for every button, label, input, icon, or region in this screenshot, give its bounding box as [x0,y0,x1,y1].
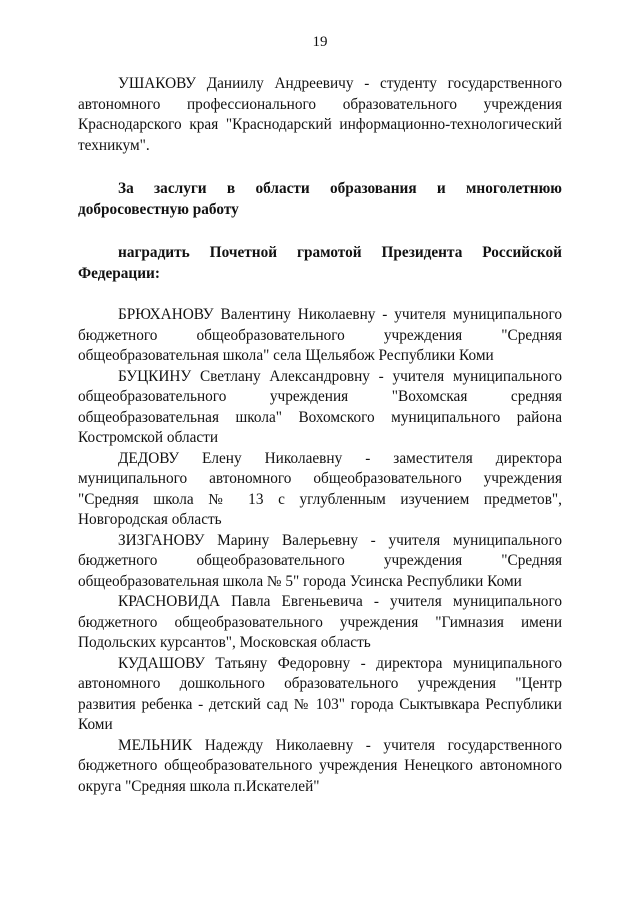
merit-heading: За заслуги в области образования и многолетнюю добросовестную работу [78,180,562,218]
paragraph-ushakov: УШАКОВУ Даниилу Андреевичу - студенту государственного автономного профессионального образовательного учреждения Краснодарского края "Краснодарский информационно-технологический техникум". [78,75,562,154]
page-number: 19 [312,34,328,50]
awardee-dedova: ДЕДОВУ Елену Николаевну - заместителя директора муниципального автономного общеобразовательного учреждения "Средняя школа № 13 с углубленным изучением предметов", Новгородская область [78,449,562,528]
document-body [78,74,562,797]
awardee-kudashova: КУДАШОВУ Татьяну Федоровну - директора муниципального автономного дошкольного образовательного учреждения "Центр развития ребенка - детский сад № 103" города Сыктывкара Республики Коми [78,654,562,733]
awardee-butskina: БУЦКИНУ Светлану Александровну - учителя муниципального общеобразовательного учреждения "Вохомская средняя общеобразовательная школа" Вохомского муниципального района Костромской области [78,367,562,446]
awardee-krasnovid: КРАСНОВИДА Павла Евгеньевича - учителя муниципального бюджетного общеобразовательного учреждения "Гимназия имени Подольских курсантов", Московская область [78,593,562,651]
award-heading: наградить Почетной грамотой Президента Российской Федерации: [78,244,562,282]
awardee-list [78,305,562,797]
awardee-melnik: МЕЛЬНИК Надежду Николаевну - учителя государственного бюджетного общеобразовательного учреждения Ненецкого автономного округа "Средняя школа п.Искателей" [78,736,562,795]
awardee-ziganova: ЗИЗГАНОВУ Марину Валерьевну - учителя муниципального бюджетного общеобразовательного учреждения "Средняя общеобразовательная школа № 5" города Усинска Республики Коми [78,531,562,590]
awardee-bryukhanova: БРЮХАНОВУ Валентину Николаевну - учителя муниципального бюджетного общеобразовательного учреждения "Средняя общеобразовательная школа" села Щельябож Республики Коми [78,306,562,364]
